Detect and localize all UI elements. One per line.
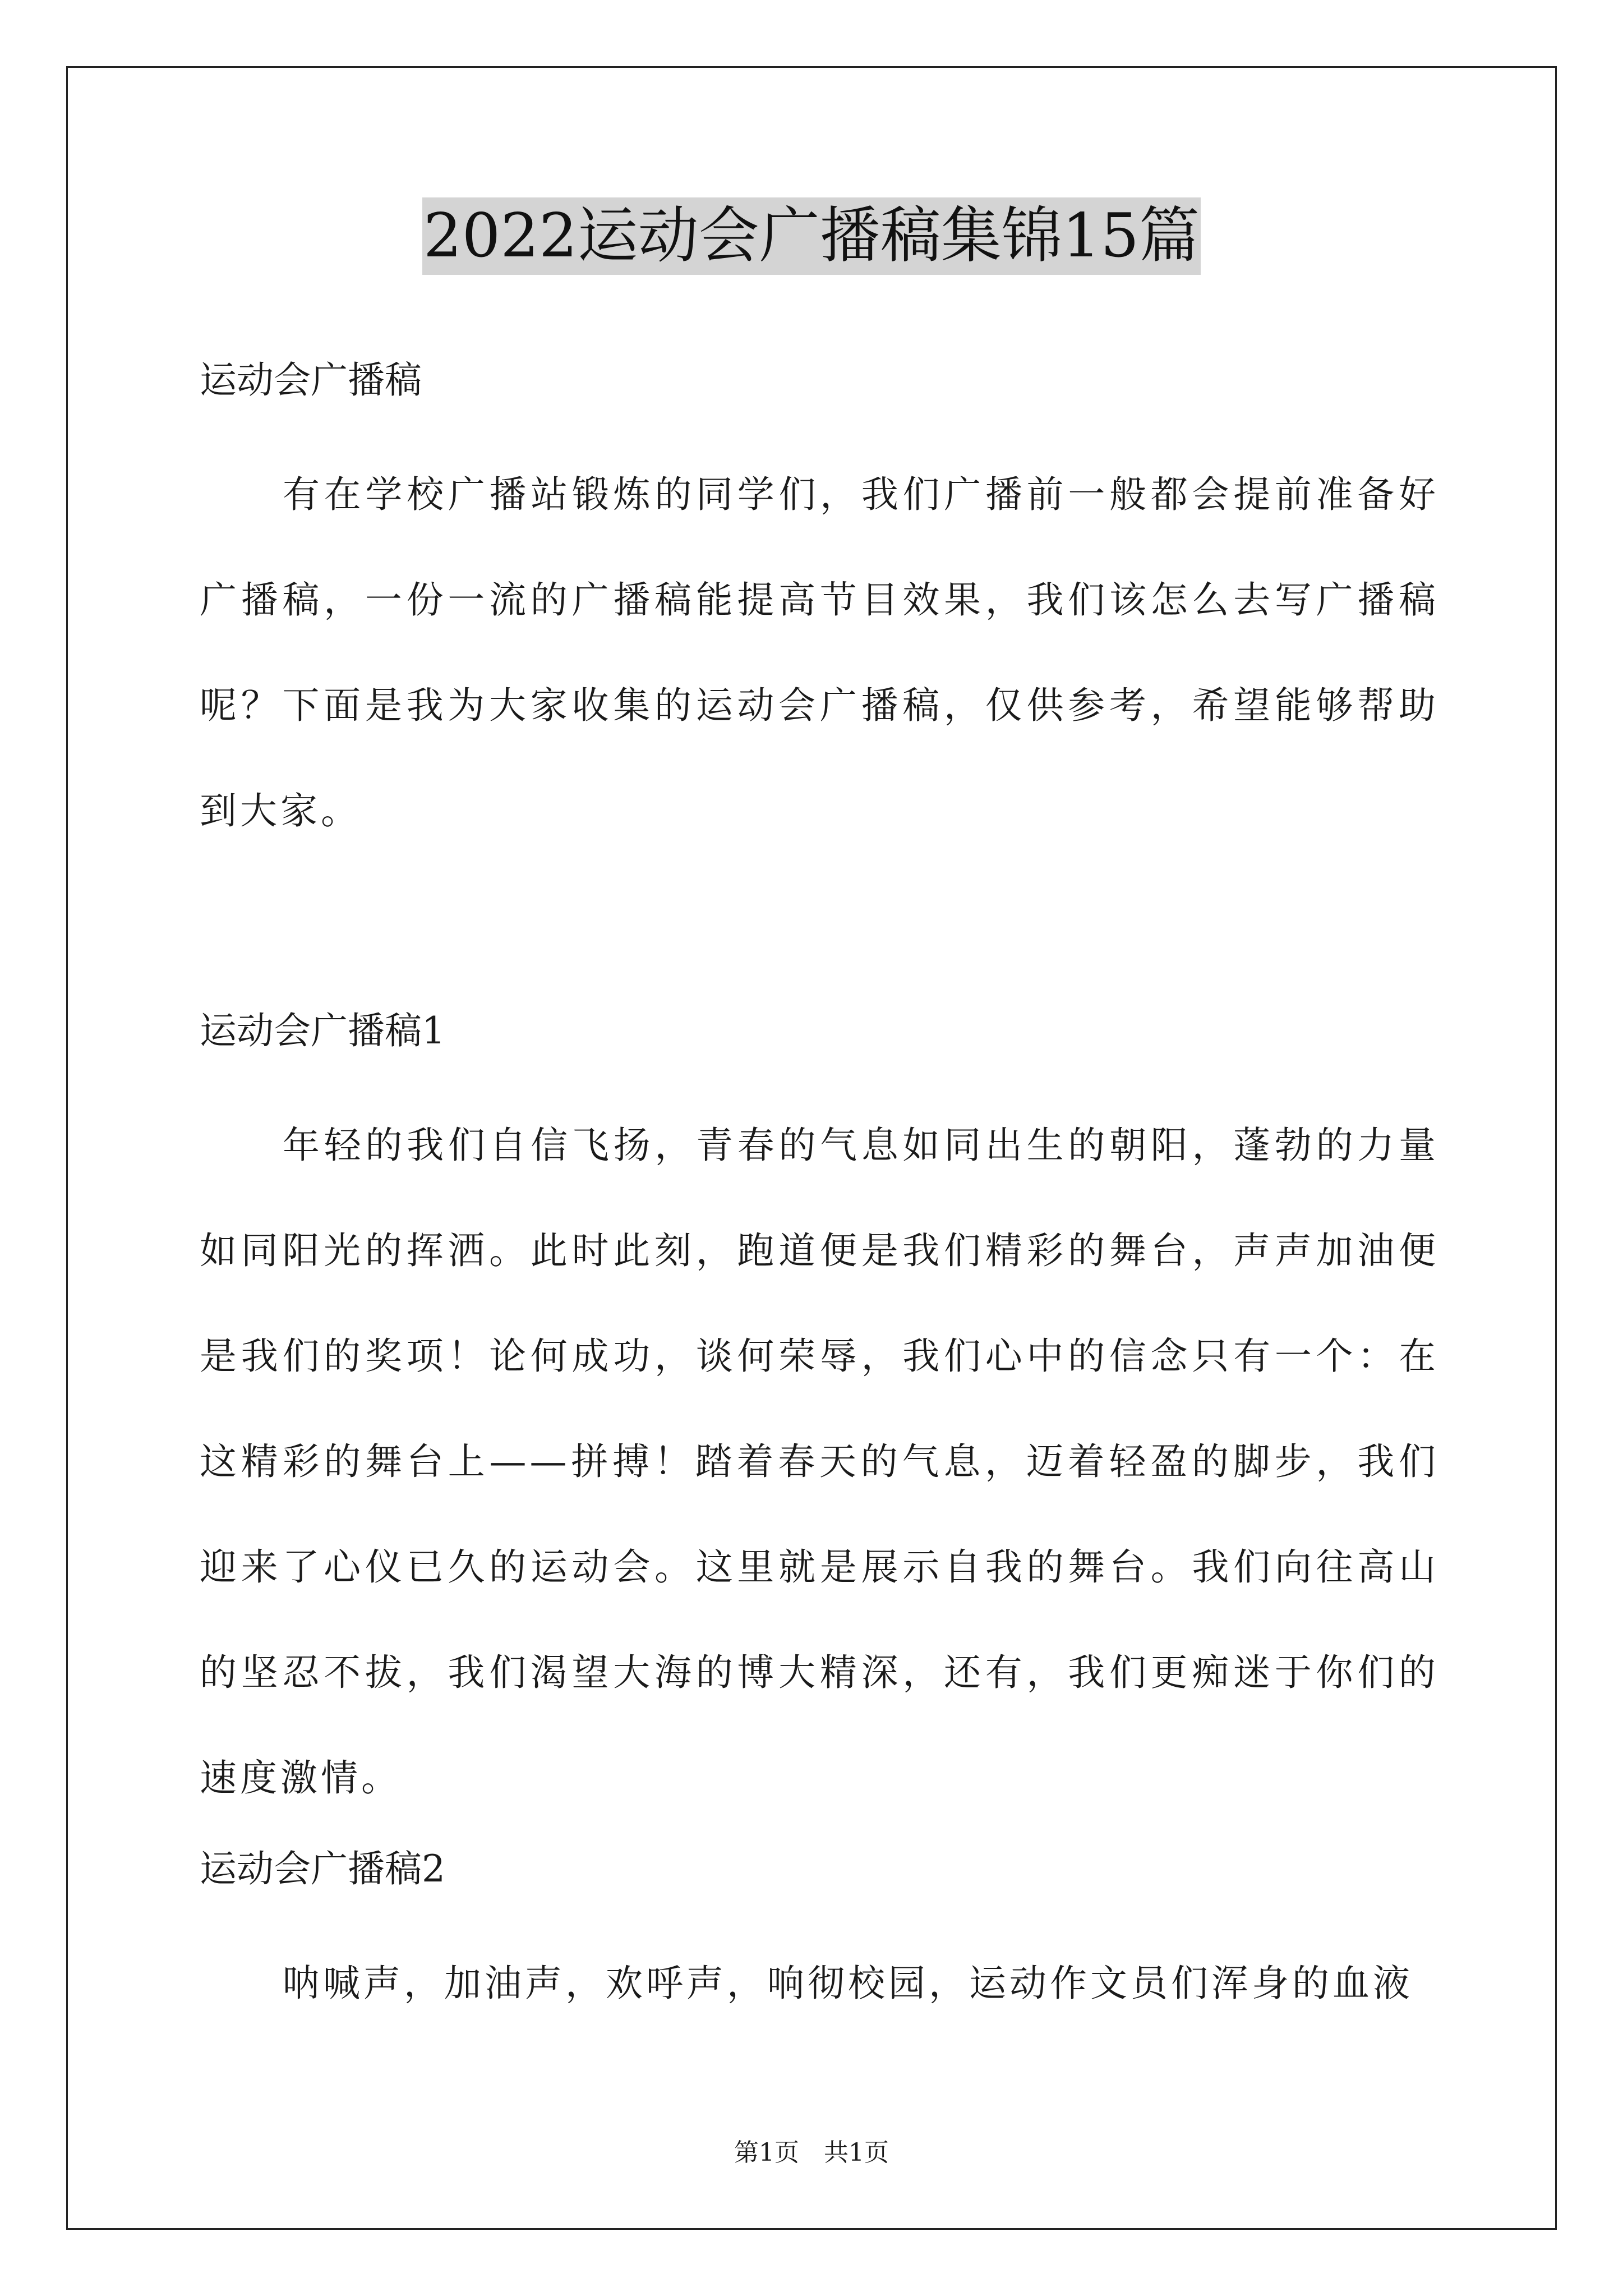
section-heading: 运动会广播稿 (200, 358, 422, 402)
title-wrap (0, 197, 1623, 275)
page-footer: 第1页 共1页 (734, 2138, 889, 2167)
document-body (200, 337, 1439, 2036)
document-title: 2022运动会广播稿集锦15篇 (422, 197, 1201, 275)
section-paragraph: 有在学校广播站锻炼的同学们，我们广播前一般都会提前准备好广播稿，一份一流的广播稿能提高节目效果，我们该怎么去写广播稿呢？下面是我为大家收集的运动会广播稿，仅供参考，希望能够帮助到大家。 (200, 473, 1439, 832)
section-paragraph: 呐喊声，加油声，欢呼声，响彻校园，运动作文员们浑身的血液 (283, 1962, 1413, 2005)
section-paragraph: 年轻的我们自信飞扬，青春的气息如同出生的朝阳，蓬勃的力量如同阳光的挥洒。此时此刻，跑道便是我们精彩的舞台，声声加油便是我们的奖项！论何成功，谈何荣辱，我们心中的信念只有一个：在这精彩的舞台上——拼搏！踏着春天的气息，迈着轻盈的脚步，我们迎来了心仪已久的运动会。这里就是展示自我的舞台。我们向往高山的坚忍不拔，我们渴望大海的博大精深，还有，我们更痴迷于你们的速度激情。 (200, 1124, 1439, 1800)
section-heading: 运动会广播稿2 (200, 1847, 445, 1890)
section-heading: 运动会广播稿1 (200, 1009, 445, 1052)
